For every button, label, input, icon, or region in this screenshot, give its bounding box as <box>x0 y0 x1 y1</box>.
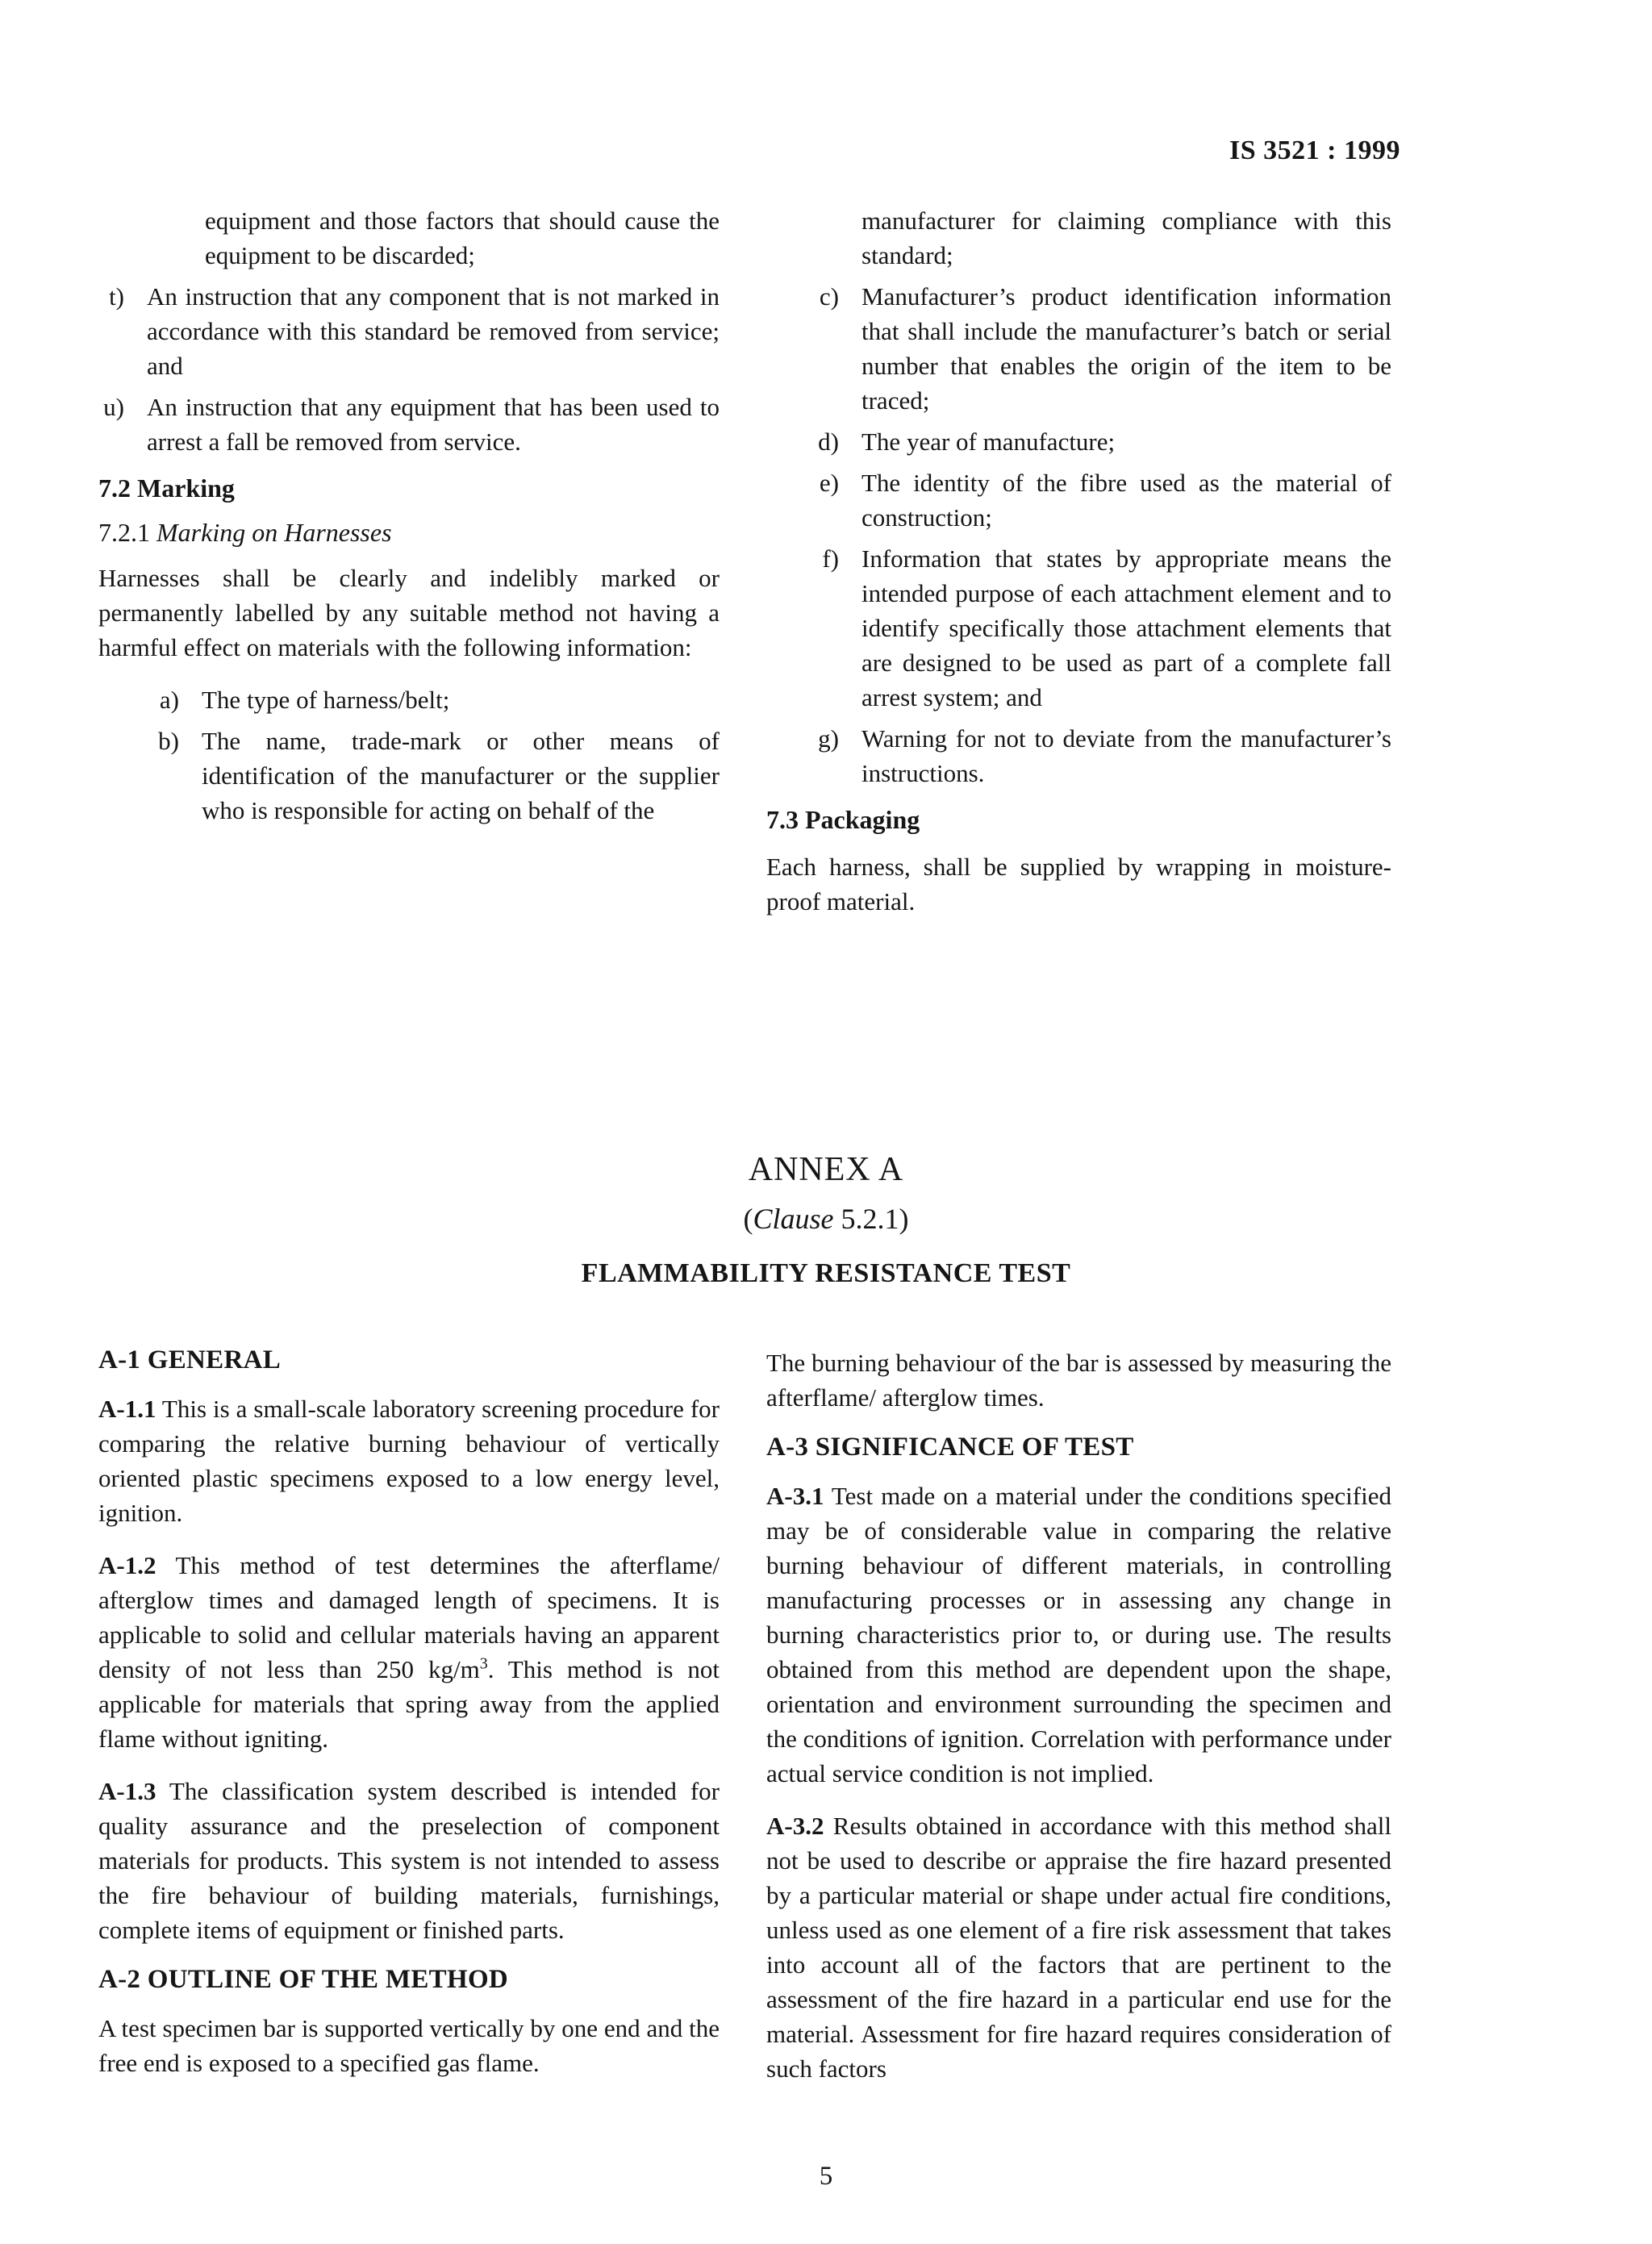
clause-text: This is a small-scale laboratory screening procedure for comparing the relative burning behaviour of vertically oriented plastic specimens exposed to a low energy level, ignition. <box>98 1395 720 1527</box>
list-item <box>766 721 1391 790</box>
list-item-text: Information that states by appropriate means the intended purpose of each attachment element and to identify specifically those attachment elements that are designed to be used as part of a complete fall arrest system; and <box>861 544 1391 711</box>
bottom-left-column <box>98 1345 720 2080</box>
top-right-column <box>766 203 1391 919</box>
clause-number: 5.2.1 <box>841 1203 899 1235</box>
bottom-right-column <box>766 1345 1391 2086</box>
section-heading-marking: 7.2 Marking <box>98 473 235 503</box>
clause-number: A-1.3 <box>98 1777 156 1805</box>
clause-number: A-3.2 <box>766 1812 824 1840</box>
list-item-text: An instruction that any component that is not marked in accordance with this standard be removed from service; and <box>147 282 720 380</box>
clause-text-tail: . This method is not applicable for materials that spring away from the applied flame without igniting. <box>98 1655 720 1753</box>
subsection-number: 7.2.1 <box>98 518 150 547</box>
list-item-label: u) <box>103 393 124 421</box>
clause-a-3-1 <box>766 1479 1391 1791</box>
clause-a-1-1 <box>98 1391 720 1530</box>
list-item-label: b) <box>158 727 179 755</box>
list-item <box>98 279 720 383</box>
list-item-text: An instruction that any equipment that has been used to arrest a fall be removed from service. <box>147 393 720 456</box>
page-number: 5 <box>819 2162 833 2191</box>
continued-list-text: manufacturer for claiming compliance with this standard; <box>861 206 1391 269</box>
list-item-label: d) <box>818 428 839 456</box>
marking-paragraph: Harnesses shall be clearly and indelibly marked or permanently labelled by any suitable method not having a harmful effect on materials with the following information: <box>98 564 720 661</box>
list-item <box>766 279 1391 418</box>
subsection-heading-marking-on-harnesses <box>98 518 720 548</box>
clause-text: Test made on a material under the conditions specified may be of considerable value in comparing the relative burning behaviour of different materials, in controlling manufacturing processes or in assessing any change in burning characteristics prior to, or during use. The results obtained from this method are dependent upon the shape, orientation and environment surrounding the specimen and the conditions of ignition. Correlation with performance under actual service condition is not implied. <box>766 1482 1391 1787</box>
clause-text: This method of test determines the afterflame/ afterglow times and damaged length of specimens. It is applicable to solid and cellular materials having an apparent density of not less than 250 kg/m <box>98 1551 720 1683</box>
list-item-text: The type of harness/belt; <box>202 686 450 714</box>
list-item <box>766 424 1391 459</box>
list-item <box>766 465 1391 535</box>
heading-general: A-1 GENERAL <box>98 1345 282 1374</box>
continued-list-text: equipment and those factors that should cause the equipment to be discarded; <box>205 206 720 269</box>
outline-paragraph: A test specimen bar is supported vertically by one end and the free end is exposed to a specified gas flame. <box>98 2014 720 2077</box>
list-item-text: The year of manufacture; <box>861 428 1116 456</box>
list-item <box>98 682 720 717</box>
clause-text: The classification system described is intended for quality assurance and the preselection of component materials for products. This system is not intended to assess the fire behaviour of building materials, furnishings, complete items of equipment or finished parts. <box>98 1777 720 1944</box>
annex-clause-reference: (Clause 5.2.1) <box>743 1203 909 1235</box>
section-heading-packaging: 7.3 Packaging <box>766 805 920 834</box>
superscript: 3 <box>479 1654 488 1673</box>
clause-label: Clause <box>753 1203 834 1235</box>
clause-a-1-3 <box>98 1774 720 1947</box>
list-item-text: Manufacturer’s product identification information that shall include the manufacturer’s batch or serial number that enables the origin of the item to be traced; <box>861 282 1391 415</box>
list-item-label: g) <box>818 724 839 753</box>
list-item-text: The name, trade-mark or other means of identification of the manufacturer or the supplier who is responsible for acting on behalf of the <box>202 727 720 824</box>
list-item <box>98 724 720 828</box>
clause-text: Results obtained in accordance with this method shall not be used to describe or appraise the fire hazard presented by a particular material or shape under actual fire conditions, unless used as one element of a fire risk assessment that takes into account all of the factors that are pertinent to the assessment of the fire hazard in a particular end use for the material. Assessment for fire hazard requires consideration of such factors <box>766 1812 1392 2083</box>
heading-significance-of-test: A-3 SIGNIFICANCE OF TEST <box>766 1433 1134 1462</box>
annex-heading: FLAMMABILITY RESISTANCE TEST <box>581 1258 1071 1288</box>
clause-number: A-1.2 <box>98 1551 156 1579</box>
standard-id-header: IS 3521 : 1999 <box>1229 136 1400 165</box>
annex-title: ANNEX A <box>748 1151 904 1188</box>
clause-a-1-2 <box>98 1548 720 1756</box>
list-item-text: Warning for not to deviate from the manufacturer’s instructions. <box>861 724 1391 787</box>
clause-number: A-3.1 <box>766 1482 824 1510</box>
list-item-label: t) <box>109 282 124 311</box>
list-item-label: f) <box>822 544 839 573</box>
subsection-title: Marking on Harnesses <box>156 518 392 547</box>
clause-number: A-1.1 <box>98 1395 156 1423</box>
list-item-text: The identity of the fibre used as the material of construction; <box>861 469 1391 532</box>
marking-info-list <box>98 682 720 828</box>
top-left-column <box>98 203 720 834</box>
outline-continuation: The burning behaviour of the bar is assessed by measuring the afterflame/ afterglow times. <box>766 1349 1391 1412</box>
list-item <box>766 541 1391 715</box>
list-item-label: a) <box>159 686 179 714</box>
list-item-label: e) <box>819 469 839 497</box>
heading-outline-of-method: A-2 OUTLINE OF THE METHOD <box>98 1965 509 1994</box>
packaging-paragraph: Each harness, shall be supplied by wrapping in moisture-proof material. <box>766 853 1391 916</box>
clause-a-3-2 <box>766 1808 1391 2086</box>
list-item-label: c) <box>819 282 839 311</box>
list-item <box>98 390 720 459</box>
